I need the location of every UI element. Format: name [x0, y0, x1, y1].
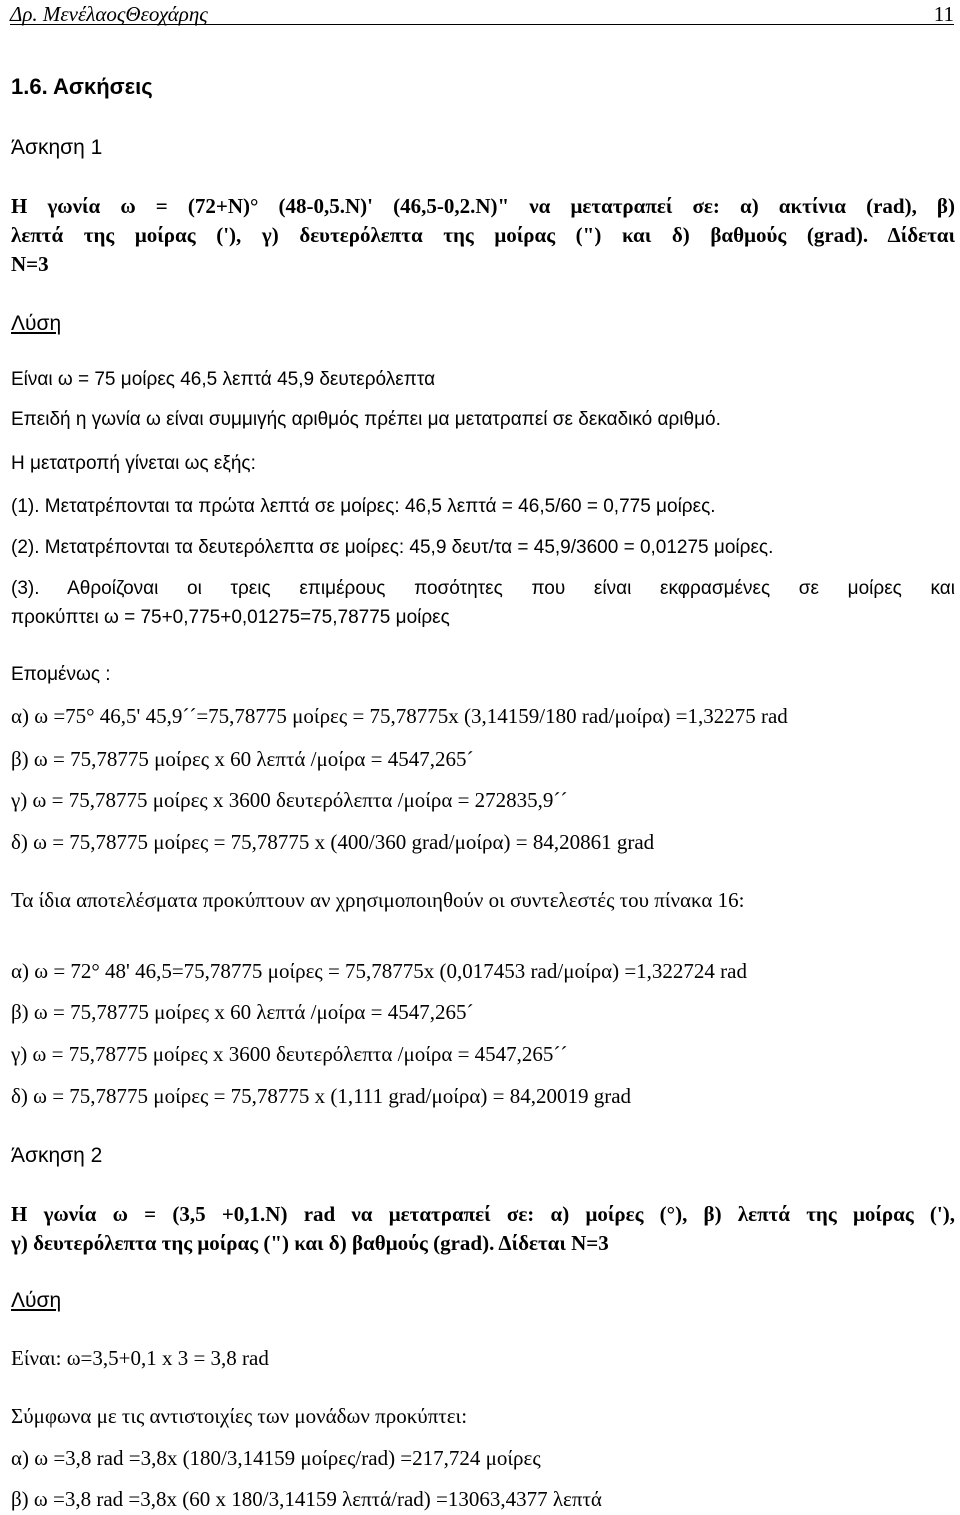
solution-line: Η μετατροπή γίνεται ως εξής:: [11, 453, 256, 474]
solution-line: Επομένως :: [11, 664, 111, 685]
exercise-1-statement-line-2: λεπτά της μοίρας ('), γ) δευτερόλεπτα της μοίρας (") και δ) βαθμούς (grad). Δίδεται: [11, 223, 955, 247]
exercise-1-title: Άσκηση 1: [11, 136, 103, 159]
result-line: γ) ω = 75,78775 μοίρες x 3600 δευτερόλεπτα /μοίρα = 272835,9´´: [11, 788, 568, 812]
exercise-1-solution-label: Λύση: [11, 312, 62, 335]
result-line: δ) ω = 75,78775 μοίρες = 75,78775 x (1,111 grad/μοίρα) = 84,20019 grad: [11, 1084, 632, 1108]
header-author: Δρ. ΜενέλαοςΘεοχάρης: [10, 2, 208, 26]
solution-line: (3). Αθροίζοναι οι τρεις επιμέρους ποσότητες που είναι εκφρασμένες σε μοίρες και: [11, 578, 955, 599]
exercise-1-statement-line-3: Ν=3: [11, 252, 49, 276]
result-line: δ) ω = 75,78775 μοίρες = 75,78775 x (400/360 grad/μοίρα) = 84,20861 grad: [11, 830, 655, 854]
solution-line: Είναι: ω=3,5+0,1 x 3 = 3,8 rad: [11, 1346, 269, 1370]
exercise-2-statement-line-2: γ) δευτερόλεπτα της μοίρας (") και δ) βαθμούς (grad). Δίδεται Ν=3: [11, 1231, 609, 1255]
result-line: γ) ω = 75,78775 μοίρες x 3600 δευτερόλεπτα /μοίρα = 4547,265´´: [11, 1042, 568, 1066]
solution-line: β) ω =3,8 rad =3,8x (60 x 180/3,14159 λεπτά/rad) =13063,4377 λεπτά: [11, 1487, 602, 1511]
result-line: α) ω = 72° 48' 46,5=75,78775 μοίρες = 75,78775x (0,017453 rad/μοίρα) =1,322724 rad: [11, 959, 747, 983]
solution-line: (2). Μετατρέπονται τα δευτερόλεπτα σε μοίρες: 45,9 δευτ/τα = 45,9/3600 = 0,01275 μοίρες.: [11, 537, 774, 558]
solution-line: προκύπτει ω = 75+0,775+0,01275=75,78775 μοίρες: [11, 607, 450, 628]
solution-line: Επειδή η γωνία ω είναι συμμιγής αριθμός πρέπει μα μετατραπεί σε δεκαδικό αριθμό.: [11, 409, 721, 430]
result-line: β) ω = 75,78775 μοίρες x 60 λεπτά /μοίρα = 4547,265´: [11, 747, 474, 771]
exercise-2-statement-line-1: Η γωνία ω = (3,5 +0,1.Ν) rad να μετατραπεί σε: α) μοίρες (°), β) λεπτά της μοίρας ('),: [11, 1202, 955, 1226]
solution-line: (1). Μετατρέπονται τα πρώτα λεπτά σε μοίρες: 46,5 λεπτά = 46,5/60 = 0,775 μοίρες.: [11, 496, 716, 517]
solution-line: α) ω =3,8 rad =3,8x (180/3,14159 μοίρες/rad) =217,724 μοίρες: [11, 1446, 541, 1470]
exercise-2-solution-label: Λύση: [11, 1289, 62, 1312]
solution-line: Είναι ω = 75 μοίρες 46,5 λεπτά 45,9 δευτερόλεπτα: [11, 369, 436, 390]
page-number: 11: [933, 2, 954, 26]
section-title: 1.6. Ασκήσεις: [11, 74, 153, 99]
solution-line: Σύμφωνα με τις αντιστοιχίες των μονάδων προκύπτει:: [11, 1404, 468, 1428]
table-note: Τα ίδια αποτελέσματα προκύπτουν αν χρησιμοποιηθούν οι συντελεστές του πίνακα 16:: [11, 888, 745, 912]
result-line: α) ω =75° 46,5' 45,9´´=75,78775 μοίρες = 75,78775x (3,14159/180 rad/μοίρα) =1,32275 rad: [11, 704, 788, 728]
page-header: [10, 2, 954, 25]
result-line: β) ω = 75,78775 μοίρες x 60 λεπτά /μοίρα = 4547,265´: [11, 1000, 474, 1024]
exercise-2-title: Άσκηση 2: [11, 1144, 103, 1167]
exercise-1-statement-line-1: Η γωνία ω = (72+Ν)° (48-0,5.Ν)' (46,5-0,2.Ν)" να μετατραπεί σε: α) ακτίνια (rad), β): [11, 194, 955, 218]
